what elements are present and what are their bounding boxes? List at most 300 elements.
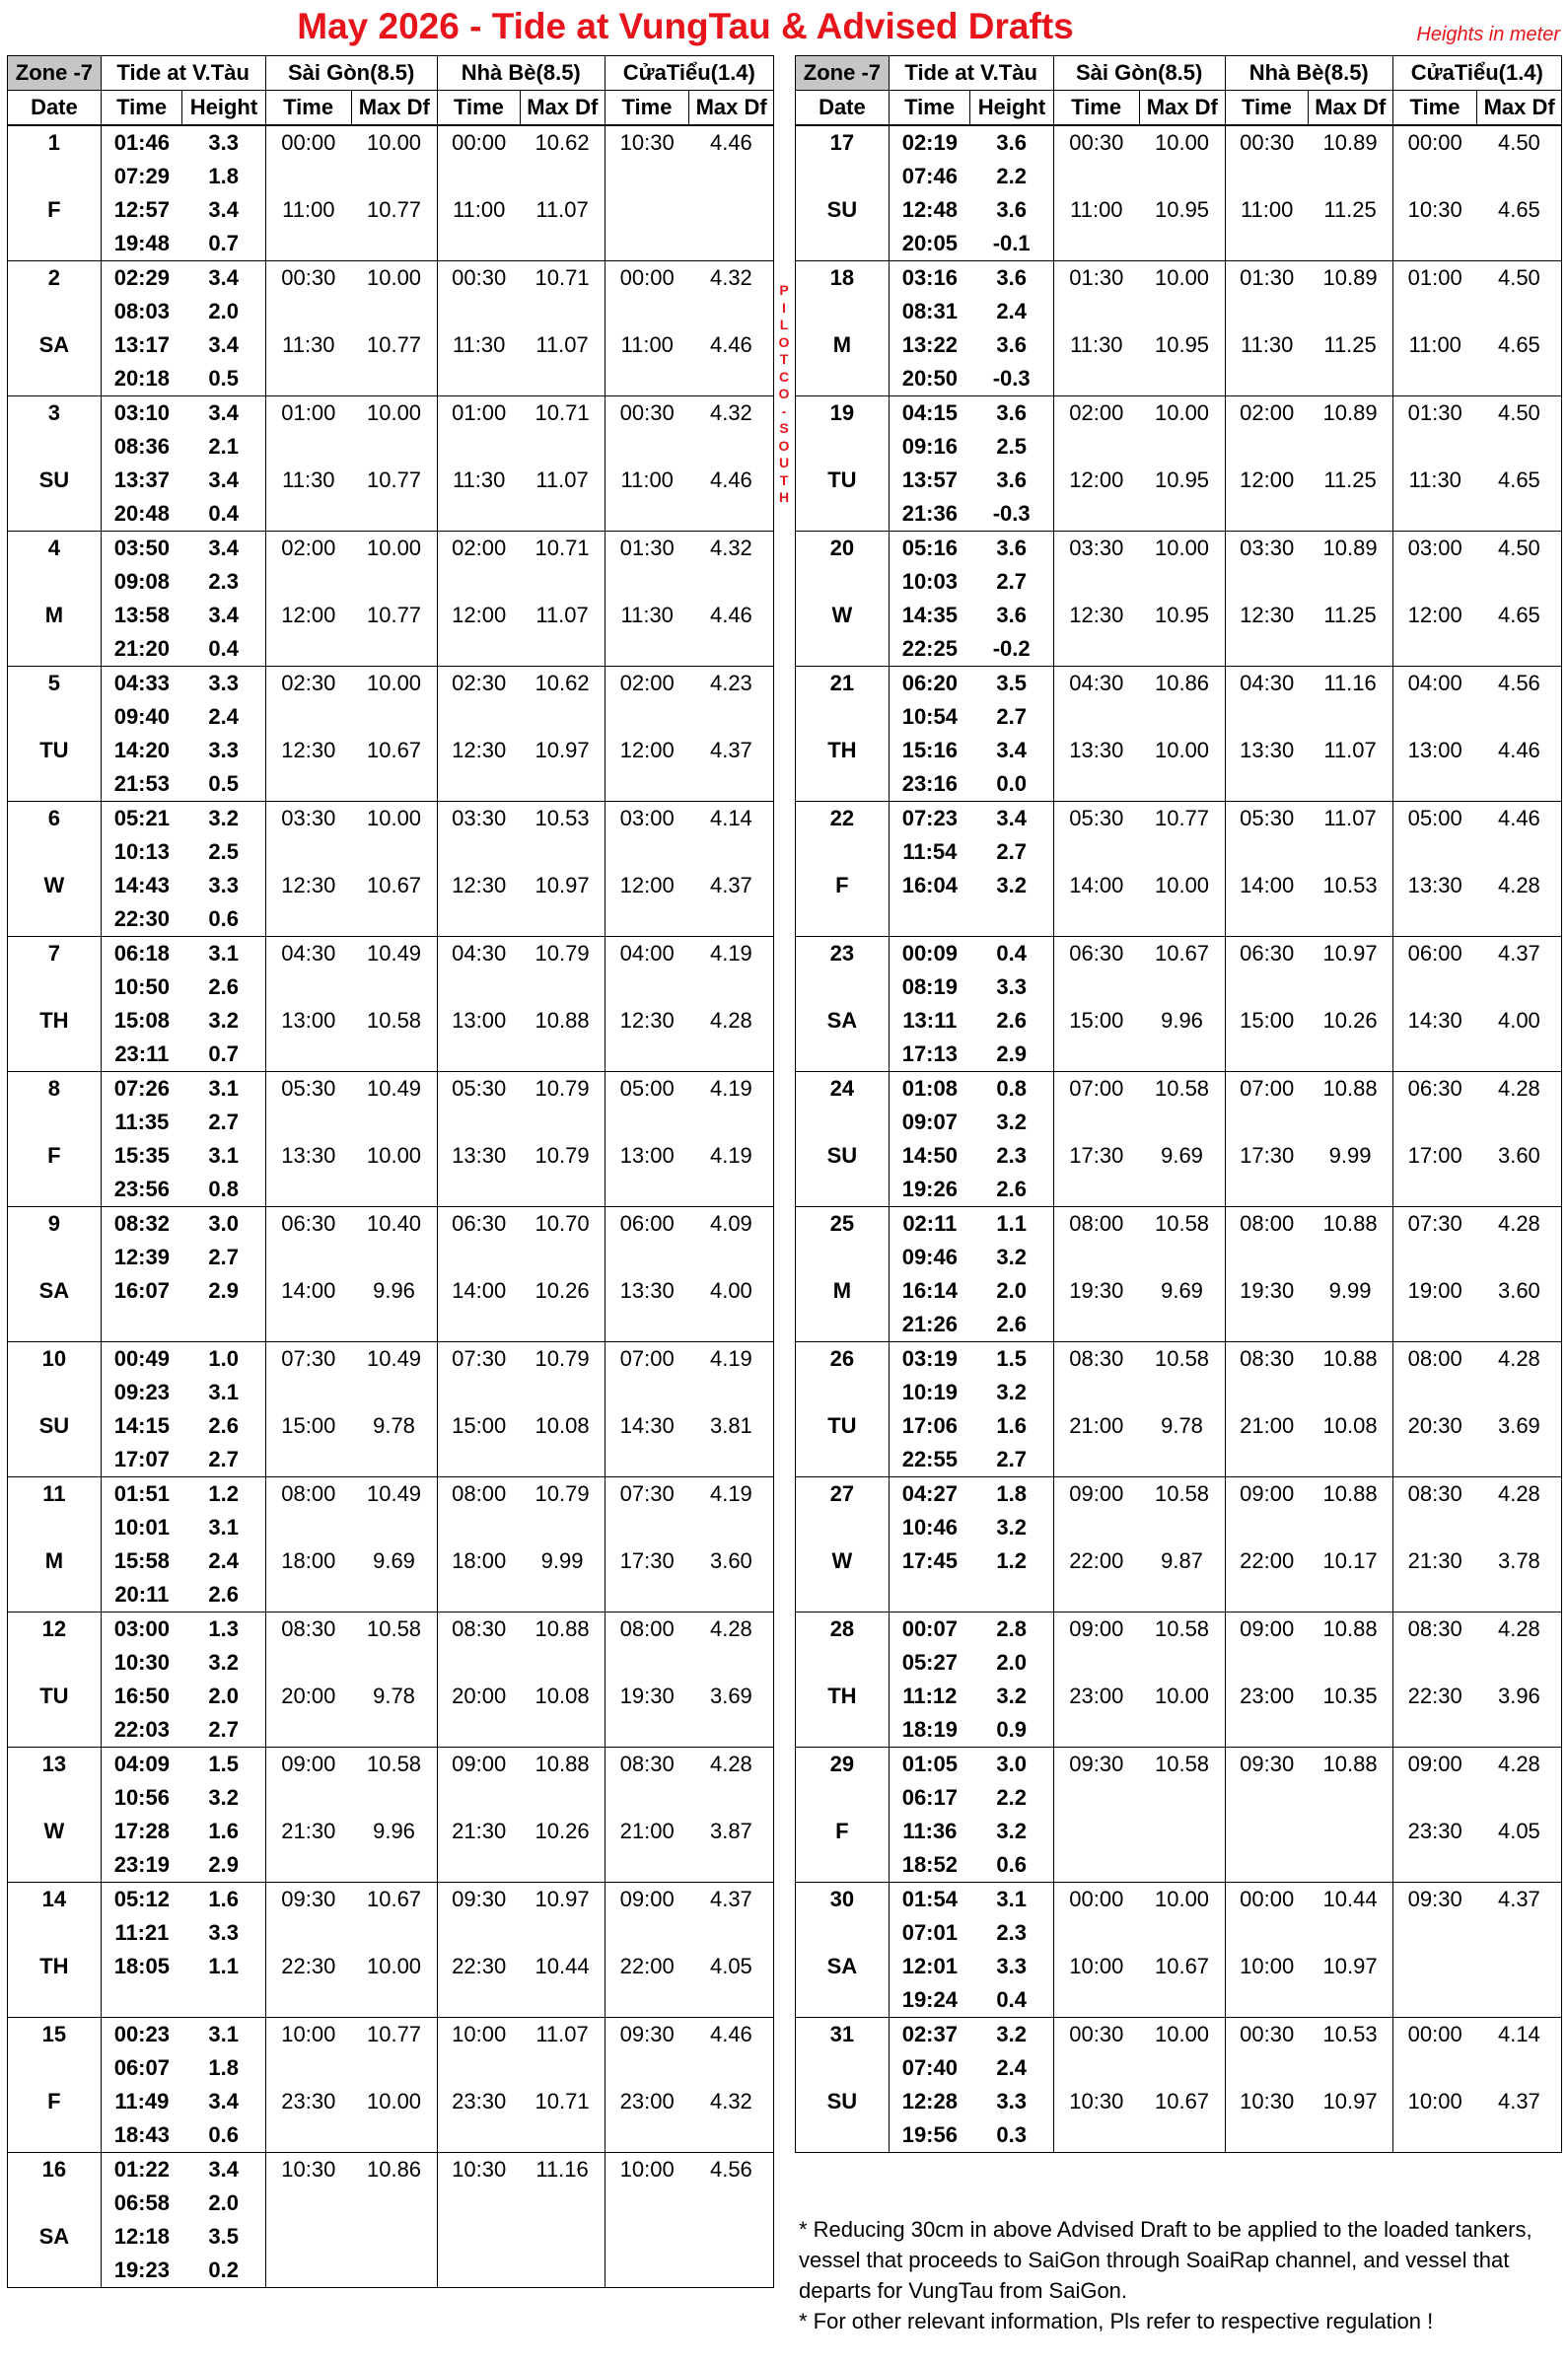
tide-height: 2.2: [970, 160, 1053, 193]
tide-time: 09:46: [901, 1245, 958, 1269]
date-number: 15: [8, 2018, 102, 2052]
table-row: [8, 1106, 774, 1139]
saigon-time: [265, 1173, 351, 1207]
nhabe-maxdf: 10.88: [1308, 1207, 1392, 1242]
table-row: [796, 1477, 1562, 1512]
cuatieu-time: 10:30: [1407, 197, 1462, 222]
cuatieu-time: 21:00: [619, 1819, 675, 1843]
saigon-time: 19:30: [1069, 1278, 1124, 1303]
cuatieu-maxdf: 4.28: [1477, 869, 1562, 902]
table-row: [8, 362, 774, 396]
cuatieu-maxdf: [689, 1713, 774, 1748]
cuatieu-maxdf: 4.37: [1477, 2085, 1562, 2118]
nhabe-time: 21:30: [452, 1819, 507, 1843]
cuatieu-time: [1392, 767, 1477, 802]
cuatieu-maxdf: [1477, 1443, 1562, 1477]
table-row: [8, 1409, 774, 1443]
cuatieu-maxdf: 3.96: [1477, 1680, 1562, 1713]
saigon-maxdf: [1139, 970, 1225, 1004]
cuatieu-maxdf: [689, 970, 774, 1004]
cuatieu-maxdf: 3.69: [1477, 1409, 1562, 1443]
nhabe-time: [437, 1916, 520, 1950]
saigon-maxdf: [1139, 497, 1225, 532]
table-row: [8, 497, 774, 532]
saigon-maxdf: [1139, 362, 1225, 396]
date-number: 17: [796, 125, 890, 160]
nhabe-maxdf: [1308, 1241, 1392, 1274]
saigon-maxdf: 10.40: [351, 1207, 437, 1242]
saigon-time: 17:30: [1069, 1143, 1124, 1168]
table-row: [8, 1173, 774, 1207]
saigon-time: 02:00: [1069, 400, 1124, 425]
tide-time: 18:19: [889, 1713, 970, 1748]
table-row: [796, 227, 1562, 261]
nhabe-time: 11:30: [452, 467, 506, 492]
tide-time: 13:58: [113, 603, 170, 627]
nhabe-maxdf: 10.88: [520, 1748, 605, 1782]
cuatieu-time: 06:00: [619, 1211, 675, 1236]
cuatieu-maxdf: 4.09: [689, 1207, 774, 1242]
saigon-time: [1053, 700, 1139, 734]
tide-time: 15:16: [901, 738, 958, 762]
tide-time: 22:55: [889, 1443, 970, 1477]
saigon-time: [265, 227, 351, 261]
saigon-time: [1053, 1781, 1139, 1815]
table-row: [8, 1207, 774, 1242]
cuatieu-time: [605, 767, 689, 802]
maxdf-header: Max Df: [689, 91, 774, 126]
date-cell: [8, 1848, 102, 1883]
saigon-time: [265, 1848, 351, 1883]
cuatieu-maxdf: 4.56: [689, 2153, 774, 2187]
nhabe-time: 00:30: [1240, 2022, 1295, 2046]
tide-height: 2.4: [182, 1544, 265, 1578]
tide-height: 1.5: [970, 1342, 1053, 1377]
tide-height: 0.4: [182, 497, 265, 532]
nhabe-time: [437, 1376, 520, 1409]
cuatieu-maxdf: [689, 1376, 774, 1409]
nhabe-time: [1225, 295, 1308, 328]
tide-height: 1.2: [182, 1477, 265, 1512]
saigon-time: 01:30: [1069, 265, 1124, 290]
tide-time: 09:40: [113, 704, 170, 729]
saigon-time: [265, 1376, 351, 1409]
cuatieu-time: [605, 835, 689, 869]
tide-height: 3.1: [182, 2018, 265, 2052]
nhabe-time: [1225, 700, 1308, 734]
date-cell: [796, 1308, 890, 1342]
tide-time: 19:23: [101, 2254, 182, 2288]
tide-time: 21:36: [889, 497, 970, 532]
cuatieu-maxdf: [1477, 295, 1562, 328]
saigon-maxdf: 10.00: [1139, 1883, 1225, 1917]
nhabe-maxdf: [1308, 1038, 1392, 1072]
tide-height: 0.5: [182, 362, 265, 396]
cuatieu-time: [1392, 632, 1477, 667]
cuatieu-maxdf: [1477, 1038, 1562, 1072]
cuatieu-maxdf: [1477, 160, 1562, 193]
date-number: 27: [796, 1477, 890, 1512]
tide-height: 3.2: [182, 802, 265, 836]
saigon-maxdf: [1139, 1511, 1225, 1544]
table-row: [796, 1139, 1562, 1173]
saigon-maxdf: 10.58: [1139, 1477, 1225, 1512]
saigon-time: [1053, 1713, 1139, 1748]
nhabe-time: 00:00: [452, 130, 507, 155]
nhabe-maxdf: [1308, 1376, 1392, 1409]
tide-time: 19:48: [101, 227, 182, 261]
cuatieu-maxdf: [689, 193, 774, 227]
nhabe-time: 15:00: [452, 1413, 507, 1438]
table-row: [796, 1680, 1562, 1713]
saigon-maxdf: [351, 1713, 437, 1748]
nhabe-maxdf: [520, 1241, 605, 1274]
tide-height: 1.0: [182, 1342, 265, 1377]
tide-height: 2.0: [182, 295, 265, 328]
tide-time: 03:50: [113, 536, 170, 560]
tide-time: [889, 902, 970, 937]
tide-height: 3.4: [182, 261, 265, 296]
table-row: [8, 532, 774, 566]
nhabe-maxdf: [520, 295, 605, 328]
saigon-time: [1053, 1848, 1139, 1883]
date-header: Date: [796, 91, 890, 126]
nhabe-maxdf: [520, 497, 605, 532]
date-cell: [796, 1511, 890, 1544]
saigon-time: 00:30: [281, 265, 336, 290]
saigon-time: [1053, 1241, 1139, 1274]
saigon-maxdf: [1139, 295, 1225, 328]
nhabe-time: 08:00: [1240, 1211, 1295, 1236]
cuatieu-time: 07:30: [1407, 1211, 1462, 1236]
footnotes: [799, 2214, 1568, 2336]
saigon-maxdf: [351, 700, 437, 734]
tide-time: 01:08: [901, 1076, 958, 1101]
tide-time: [101, 1308, 182, 1342]
cuatieu-time: 11:00: [620, 332, 674, 357]
nhabe-maxdf: [1308, 160, 1392, 193]
saigon-maxdf: 10.67: [1139, 2085, 1225, 2118]
tide-time: 20:50: [889, 362, 970, 396]
saigon-maxdf: [351, 767, 437, 802]
saigon-time: [265, 1241, 351, 1274]
day-of-week: F: [8, 193, 102, 227]
cuatieu-time: [605, 2254, 689, 2288]
table-row: [796, 1072, 1562, 1107]
cuatieu-maxdf: [1477, 835, 1562, 869]
tide-time: 06:07: [113, 2055, 170, 2080]
tide-height: 3.3: [182, 734, 265, 767]
saigon-time: 11:30: [282, 332, 335, 357]
tide-time: 16:04: [901, 873, 958, 897]
date-cell: [8, 565, 102, 599]
saigon-maxdf: [351, 835, 437, 869]
cuatieu-time: 07:00: [619, 1346, 675, 1371]
saigon-maxdf: [1139, 1038, 1225, 1072]
cuatieu-maxdf: [689, 2118, 774, 2153]
saigon-time: [265, 1713, 351, 1748]
saigon-maxdf: [351, 1106, 437, 1139]
tide-height: 0.8: [970, 1072, 1053, 1107]
cuatieu-maxdf: [689, 1916, 774, 1950]
tide-height: 3.4: [182, 599, 265, 632]
saigon-maxdf: 10.00: [351, 396, 437, 431]
saigon-time: [1053, 902, 1139, 937]
nhabe-maxdf: 10.62: [520, 125, 605, 160]
cuatieu-maxdf: 4.28: [1477, 1748, 1562, 1782]
saigon-time: [1053, 1511, 1139, 1544]
cuatieu-time: 05:00: [619, 1076, 675, 1101]
nhabe-time: 12:30: [1240, 603, 1295, 627]
nhabe-maxdf: [520, 1578, 605, 1612]
nhabe-maxdf: 10.53: [1308, 2018, 1392, 2052]
nhabe-maxdf: 10.70: [520, 1207, 605, 1242]
tide-time: 19:26: [889, 1173, 970, 1207]
tide-height: 2.3: [970, 1139, 1053, 1173]
saigon-time: 02:00: [281, 536, 336, 560]
tide-height: 3.2: [970, 1815, 1053, 1848]
cuatieu-time: 11:00: [1408, 332, 1461, 357]
cuatieu-time: [1392, 970, 1477, 1004]
cuatieu-time: 13:30: [1407, 873, 1462, 897]
table-row: [8, 160, 774, 193]
saigon-time: [265, 1646, 351, 1680]
table-row: [8, 261, 774, 296]
cuatieu-maxdf: [689, 1443, 774, 1477]
date-cell: [796, 835, 890, 869]
nhabe-time: 14:00: [452, 1278, 507, 1303]
nhabe-time: [1225, 227, 1308, 261]
tide-time: 00:49: [113, 1346, 170, 1371]
day-of-week: M: [796, 1274, 890, 1308]
nhabe-maxdf: [520, 160, 605, 193]
tide-height: 3.2: [182, 1781, 265, 1815]
day-of-week: W: [796, 1544, 890, 1578]
nhabe-time: [1225, 1511, 1308, 1544]
tide-height: 2.3: [970, 1916, 1053, 1950]
date-cell: [8, 497, 102, 532]
time-header: Time: [437, 91, 520, 126]
saigon-time: [265, 1443, 351, 1477]
tide-height: 0.4: [970, 937, 1053, 971]
cuatieu-maxdf: [1477, 970, 1562, 1004]
tide-height: [970, 902, 1053, 937]
tide-time: 10:03: [901, 569, 958, 594]
day-of-week: SA: [8, 2220, 102, 2254]
zone-header: Zone -7: [8, 56, 102, 91]
nhabe-maxdf: [520, 1376, 605, 1409]
nhabe-maxdf: [520, 1308, 605, 1342]
saigon-maxdf: 10.00: [1139, 125, 1225, 160]
cuatieu-maxdf: 4.28: [689, 1748, 774, 1782]
nhabe-time: 08:00: [452, 1481, 507, 1506]
cuatieu-maxdf: [689, 1781, 774, 1815]
saigon-time: 15:00: [281, 1413, 336, 1438]
nhabe-maxdf: 10.79: [520, 937, 605, 971]
table-row: [796, 1004, 1562, 1038]
nhabe-maxdf: [1308, 227, 1392, 261]
nhabe-time: 18:00: [452, 1548, 507, 1573]
date-cell: [796, 160, 890, 193]
table-row: [8, 599, 774, 632]
nhabe-time: 14:00: [1240, 873, 1295, 897]
tide-time: 12:28: [901, 2089, 958, 2114]
tide-time: [889, 1578, 970, 1612]
nhabe-maxdf: 10.08: [1308, 1409, 1392, 1443]
table-row: [796, 632, 1562, 667]
nhabe-time: [437, 700, 520, 734]
tide-time: 17:45: [901, 1548, 958, 1573]
day-of-week: W: [796, 599, 890, 632]
cuatieu-maxdf: 4.37: [689, 1883, 774, 1917]
nhabe-maxdf: [520, 835, 605, 869]
tide-height: 3.6: [970, 464, 1053, 497]
tide-time: 22:03: [101, 1713, 182, 1748]
tide-time: 18:52: [889, 1848, 970, 1883]
tide-time: 06:20: [901, 671, 958, 695]
nhabe-time: 13:30: [452, 1143, 507, 1168]
tide-time: [101, 1983, 182, 2018]
cuatieu-maxdf: 4.32: [689, 2085, 774, 2118]
cuatieu-maxdf: 4.65: [1477, 328, 1562, 362]
saigon-maxdf: 10.77: [351, 464, 437, 497]
table-row: [796, 464, 1562, 497]
table-row: [8, 1713, 774, 1748]
nhabe-time: [437, 1173, 520, 1207]
saigon-time: 14:00: [281, 1278, 336, 1303]
cuatieu-maxdf: 3.87: [689, 1815, 774, 1848]
nhabe-maxdf: 10.88: [1308, 1612, 1392, 1647]
nhabe-maxdf: 10.97: [1308, 1950, 1392, 1983]
nhabe-time: 09:00: [1240, 1481, 1295, 1506]
cuatieu-time: [605, 1376, 689, 1409]
cuatieu-maxdf: [689, 700, 774, 734]
saigon-maxdf: [351, 1173, 437, 1207]
table-row: [796, 1308, 1562, 1342]
table-row: [8, 565, 774, 599]
saigon-maxdf: 10.95: [1139, 464, 1225, 497]
tide-time: 13:37: [113, 467, 170, 492]
maxdf-header: Max Df: [1477, 91, 1562, 126]
table-row: [8, 2018, 774, 2052]
tide-height: 3.6: [970, 599, 1053, 632]
day-of-week: TU: [8, 1680, 102, 1713]
day-of-week: SA: [796, 1004, 890, 1038]
time-header: Time: [1053, 91, 1139, 126]
date-number: 19: [796, 396, 890, 431]
saigon-time: [1053, 632, 1139, 667]
date-cell: [796, 1983, 890, 2018]
tide-height: 3.2: [970, 1376, 1053, 1409]
nhabe-time: 01:30: [1240, 265, 1295, 290]
date-cell: [8, 1781, 102, 1815]
saigon-time: 04:30: [281, 941, 336, 966]
saigon-time: [1053, 295, 1139, 328]
cuatieu-time: 11:30: [620, 603, 674, 627]
day-of-week: SU: [8, 464, 102, 497]
nhabe-time: 09:00: [452, 1752, 507, 1776]
nhabe-time: [1225, 1815, 1308, 1848]
nhabe-maxdf: 10.97: [1308, 2085, 1392, 2118]
nhabe-maxdf: 10.35: [1308, 1680, 1392, 1713]
nhabe-maxdf: 10.97: [520, 734, 605, 767]
cuatieu-maxdf: 4.46: [689, 599, 774, 632]
saigon-maxdf: [1139, 1578, 1225, 1612]
tide-height: 3.2: [182, 1646, 265, 1680]
tide-time: 13:57: [901, 467, 958, 492]
nhabe-maxdf: 10.08: [520, 1680, 605, 1713]
tide-time: 08:36: [113, 434, 170, 459]
date-number: 12: [8, 1612, 102, 1647]
date-cell: [8, 835, 102, 869]
cuatieu-time: [605, 497, 689, 532]
saigon-time: 18:00: [281, 1548, 336, 1573]
saigon-maxdf: [351, 2051, 437, 2085]
nhabe-maxdf: 11.25: [1308, 464, 1392, 497]
tide-time: 01:46: [113, 130, 170, 155]
nhabe-maxdf: [520, 362, 605, 396]
cuatieu-time: [1392, 2051, 1477, 2085]
tide-time: 17:07: [101, 1443, 182, 1477]
saigon-maxdf: 9.78: [1139, 1409, 1225, 1443]
saigon-maxdf: 10.00: [351, 261, 437, 296]
date-cell: [796, 2118, 890, 2153]
tide-time: 10:56: [113, 1785, 170, 1810]
pilot-letter: U: [778, 455, 790, 470]
nhabe-time: 11:00: [1240, 197, 1294, 222]
units-note: Heights in meter: [1416, 24, 1560, 45]
tide-height: 3.2: [970, 2018, 1053, 2052]
tide-time: 21:26: [889, 1308, 970, 1342]
tide-height: 3.5: [182, 2220, 265, 2254]
table-row: [8, 2085, 774, 2118]
cuatieu-time: 17:30: [619, 1548, 675, 1573]
saigon-time: 05:30: [281, 1076, 336, 1101]
table-row: [796, 1274, 1562, 1308]
tide-height: 0.7: [182, 1038, 265, 1072]
tide-time: 02:37: [901, 2022, 958, 2046]
nhabe-time: [437, 2118, 520, 2153]
date-number: 26: [796, 1342, 890, 1377]
nhabe-time: [437, 1848, 520, 1883]
cuatieu-maxdf: [689, 565, 774, 599]
cuatieu-maxdf: [1477, 497, 1562, 532]
cuatieu-time: 21:30: [1407, 1548, 1462, 1573]
table-row: [796, 1578, 1562, 1612]
table-row: [8, 430, 774, 464]
table-row: [796, 497, 1562, 532]
saigon-maxdf: 10.00: [1139, 261, 1225, 296]
saigon-time: 09:30: [281, 1887, 336, 1911]
table-row: [796, 1748, 1562, 1782]
tide-height: 0.7: [182, 227, 265, 261]
cuatieu-time: [1392, 295, 1477, 328]
cuatieu-time: [1392, 1916, 1477, 1950]
nhabe-maxdf: [520, 1038, 605, 1072]
saigon-time: [1053, 2118, 1139, 2153]
nhabe-maxdf: 10.97: [520, 869, 605, 902]
saigon-maxdf: [351, 1983, 437, 2018]
nhabe-maxdf: [1308, 1916, 1392, 1950]
cuatieu-maxdf: 3.78: [1477, 1544, 1562, 1578]
date-cell: [8, 1443, 102, 1477]
cuatieu-time: [605, 1511, 689, 1544]
cuatieu-time: [1392, 362, 1477, 396]
nhabe-maxdf: 10.53: [1308, 869, 1392, 902]
tide-height: 2.7: [182, 1106, 265, 1139]
cuatieu-maxdf: [689, 160, 774, 193]
saigon-time: [1053, 1815, 1139, 1848]
